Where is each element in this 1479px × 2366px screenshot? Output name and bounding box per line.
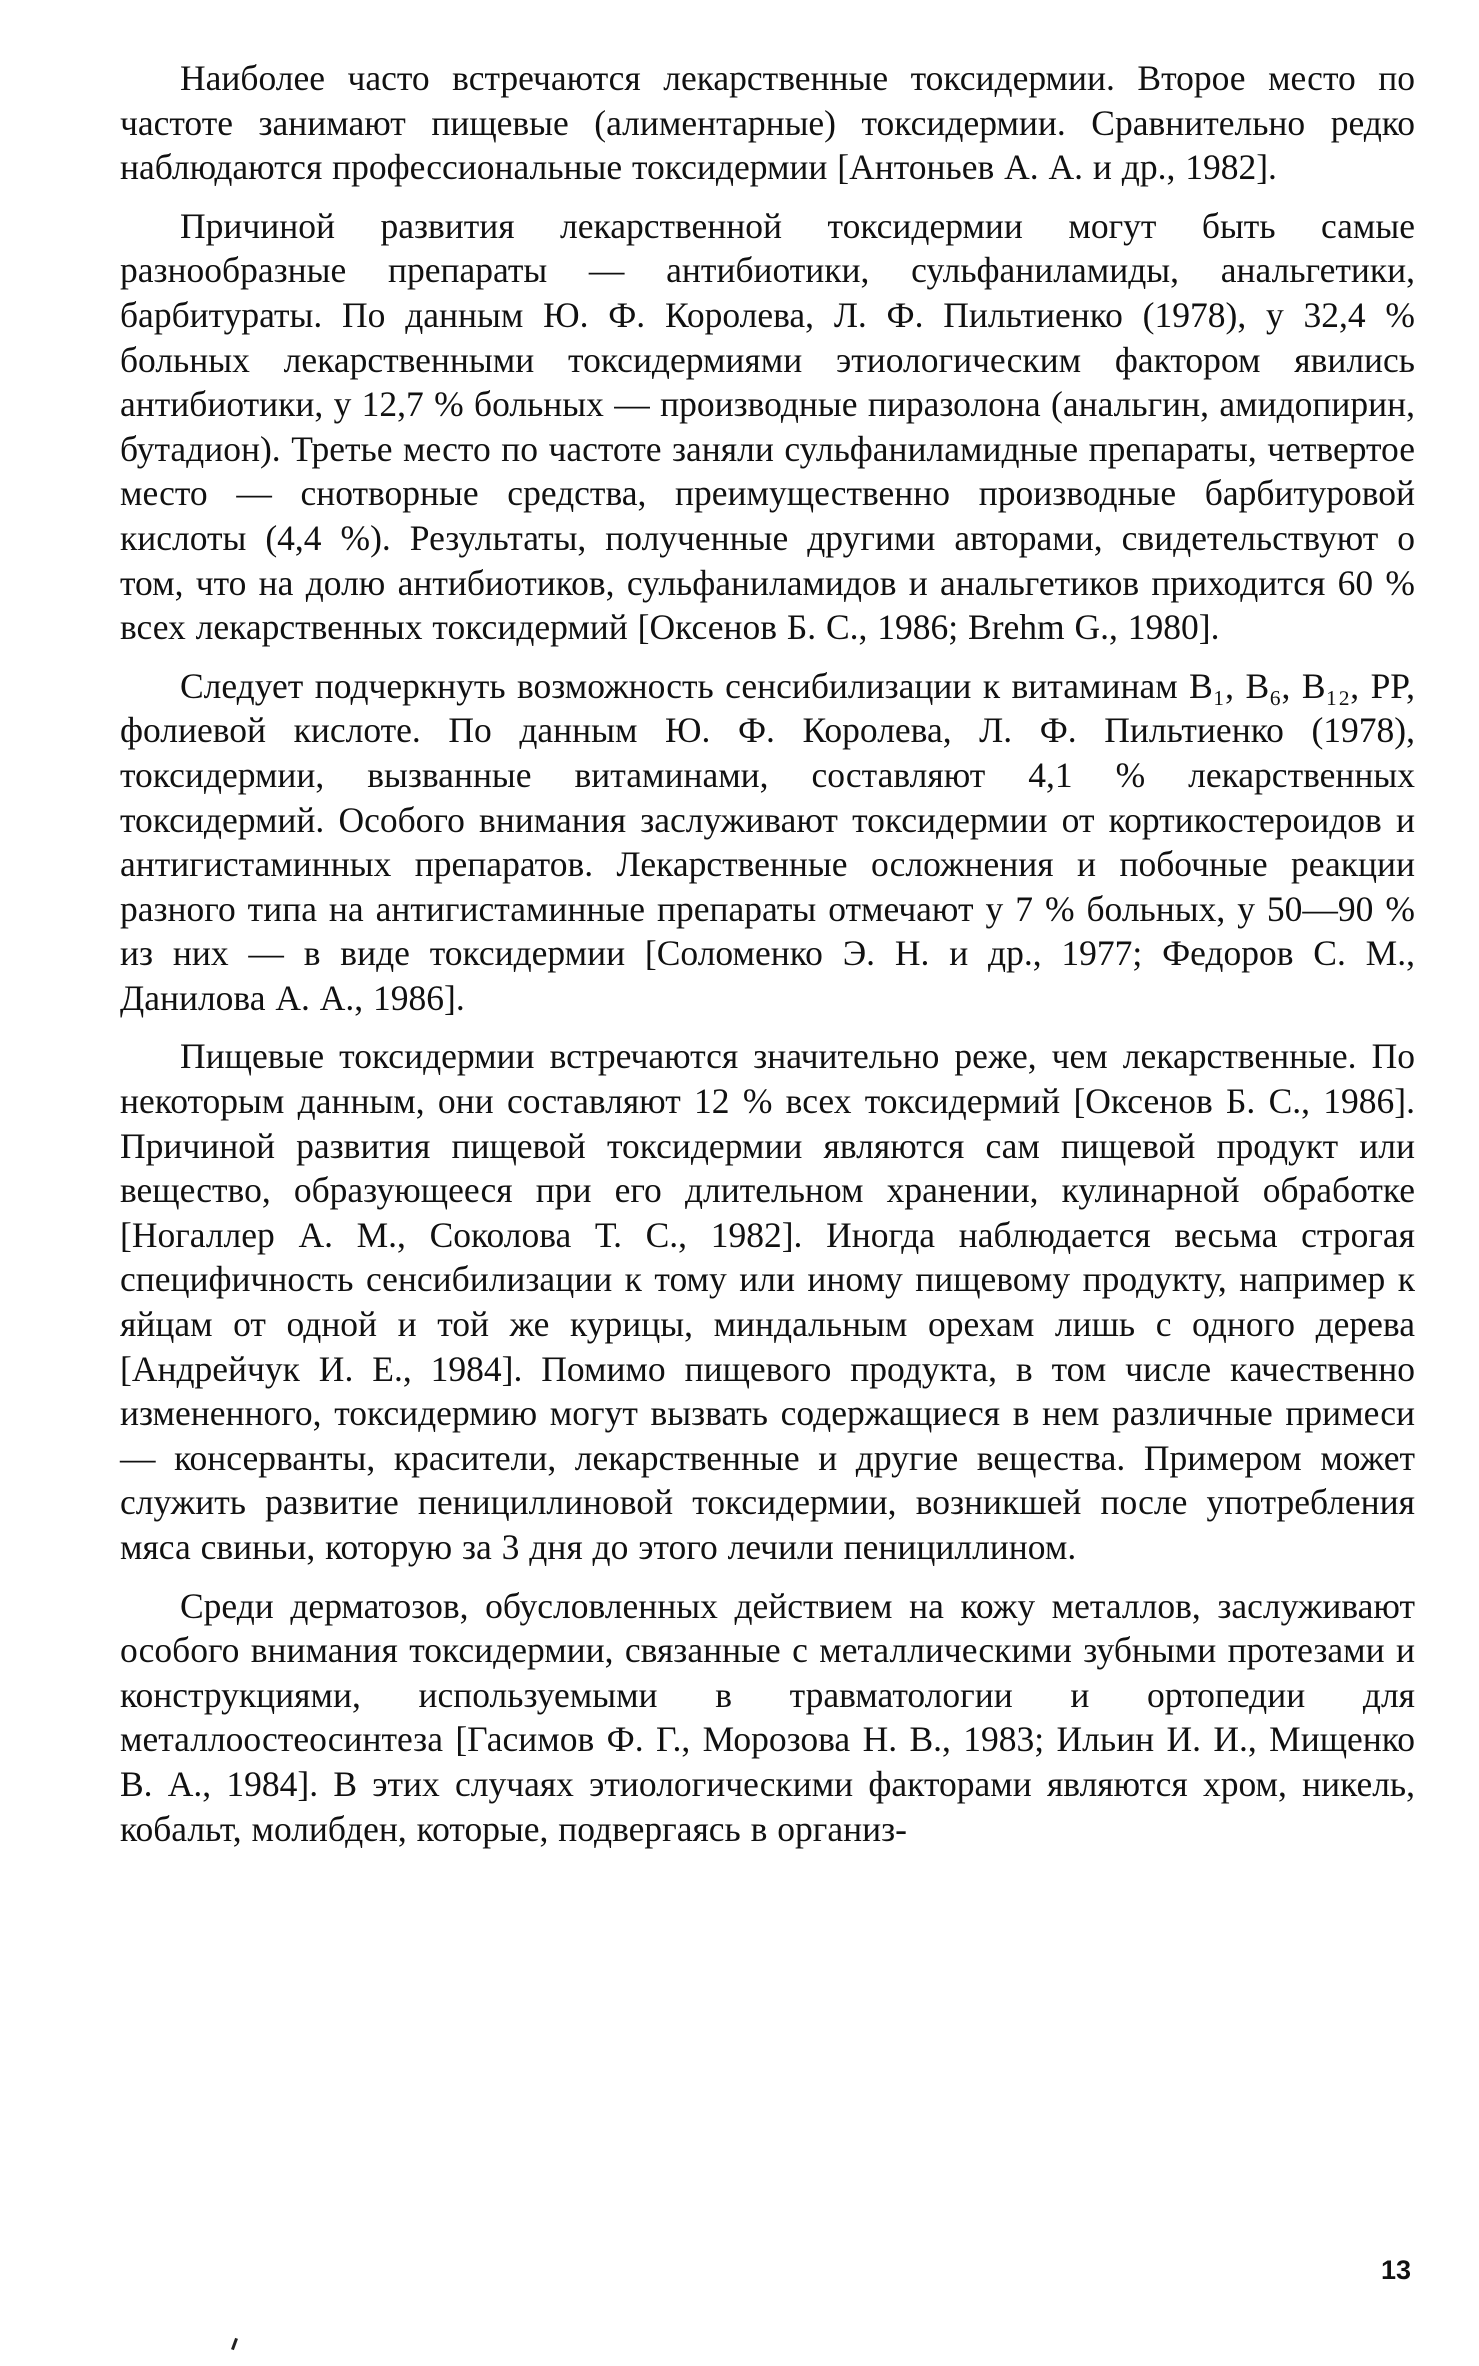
page-number: 13 (1380, 2255, 1411, 2285)
paragraph-5: Среди дерматозов, обусловленных действием на кожу металлов, заслуживают особого внимания токсидермии, связанные с металлическими зубными протезами и конструкциями, используемыми в травматологии и ортопедии для металлоостеосинтеза [Гасимов Ф. Г., Морозова Н. В., 1983; Ильин И. И., Мищенко В. А., 1984]. В этих случаях этиологическими факторами являются хром, никель, кобальт, молибден, которые, подвергаясь в организ- (120, 1585, 1415, 1849)
paragraph-3: Следует подчеркнуть возможность сенсибилизации к витаминам B₁, B₆, B₁₂, PP, фолиевой кислоте. По данным Ю. Ф. Королева, Л. Ф. Пильтиенко (1978), токсидермии, вызванные витаминами, составляют 4,1 % лекарственных токсидермий. Особого внимания заслуживают токсидермии от кортикостероидов и антигистаминных препаратов. Лекарственные осложнения и побочные реакции разного типа на антигистаминные препараты отмечают у 7 % больных, у 50—90 % из них — в виде токсидермии [Соломенко Э. Н. и др., 1977; Федоров С. М., Данилова А. А., 1986]. (120, 665, 1415, 1018)
paragraph-4: Пищевые токсидермии встречаются значительно реже, чем лекарственные. По некоторым данным, они составляют 12 % всех токсидермий [Оксенов Б. С., 1986]. Причиной развития пищевой токсидермии являются сам пищевой продукт или вещество, образующееся при его длительном хранении, кулинарной обработке [Ногаллер А. М., Соколова Т. С., 1982]. Иногда наблюдается весьма строгая специфичность сенсибилизации к тому или иному пищевому продукту, например к яйцам от одной и той же курицы, миндальным орехам лишь с одного дерева [Андрейчук И. Е., 1984]. Помимо пищевого продукта, в том числе качественно измененного, токсидермию могут вызвать содержащиеся в нем различные примеси — консерванты, красители, лекарственные и другие вещества. Примером может служить развитие пенициллиновой токсидермии, возникшей после употребления мяса свиньи, которую за 3 дня до этого лечили пенициллином. (120, 1036, 1415, 1567)
paragraph-2: Причиной развития лекарственной токсидермии могут быть самые разнообразные препараты — антибиотики, сульфаниламиды, анальгетики, барбитураты. По данным Ю. Ф. Королева, Л. Ф. Пильтиенко (1978), у 32,4 % больных лекарственными токсидермиями этиологическим фактором явились антибиотики, у 12,7 % больных — производные пиразолона (анальгин, амидопирин, бутадион). Третье место по частоте заняли сульфаниламидные препараты, четвертое место — снотворные средства, преимущественно производные барбитуровой кислоты (4,4 %). Результаты, полученные другими авторами, свидетельствуют о том, что на долю антибиотиков, сульфаниламидов и анальгетиков приходится 60 % всех лекарственных токсидермий [Оксенов Б. С., 1986; Brehm G., 1980]. (120, 205, 1415, 648)
paragraph-1: Наиболее часто встречаются лекарственные токсидермии. Второе место по частоте занимают пищевые (алиментарные) токсидермии. Сравнительно редко наблюдаются профессиональные токсидермии [Антоньев А. А. и др., 1982]. (120, 58, 1415, 188)
body-text (120, 56, 1415, 1865)
print-speck (231, 2338, 238, 2350)
